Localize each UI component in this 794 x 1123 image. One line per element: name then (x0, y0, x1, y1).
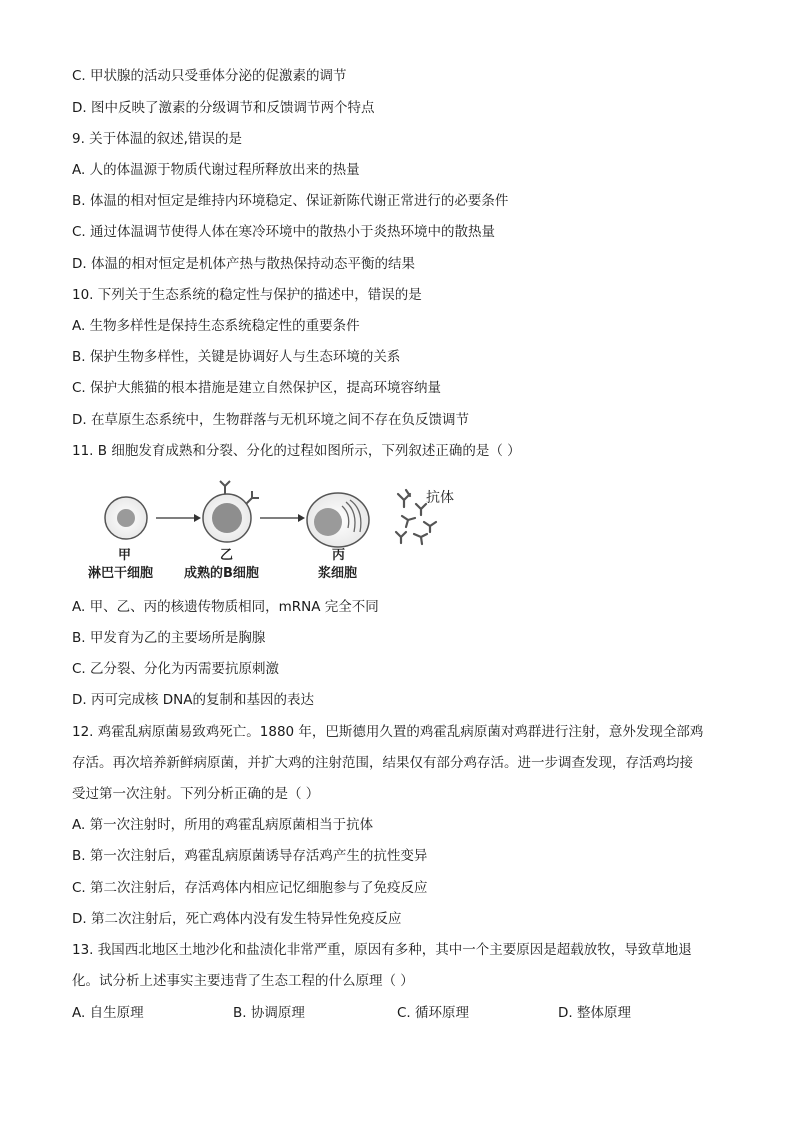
option-8c: C. 甲状腺的活动只受垂体分泌的促激素的调节 (72, 68, 347, 84)
option-13b: B. 协调原理 (233, 1005, 305, 1021)
option-11c: C. 乙分裂、分化为丙需要抗原刺激 (72, 661, 280, 677)
mature-b-cell-nucleus (212, 503, 242, 533)
question-11: 11. B 细胞发育成熟和分裂、分化的过程如图所示，下列叙述正确的是（ ） (72, 443, 521, 459)
option-10a: A. 生物多样性是保持生态系统稳定性的重要条件 (72, 318, 360, 334)
option-13d: D. 整体原理 (558, 1005, 631, 1021)
option-12c: C. 第二次注射后，存活鸡体内相应记忆细胞参与了免疫反应 (72, 880, 428, 896)
question-12-line1: 12. 鸡霍乱病原菌易致鸡死亡。1880 年，巴斯德用久置的鸡霍乱病原菌对鸡群进行注射，意外发现全部鸡 (72, 724, 704, 740)
option-9c: C. 通过体温调节使得人体在寒冷环境中的散热小于炎热环境中的散热量 (72, 224, 496, 240)
lymphoid-stem-cell-nucleus (117, 509, 135, 527)
option-13c: C. 循环原理 (397, 1005, 470, 1021)
option-9b: B. 体温的相对恒定是维持内环境稳定、保证新陈代谢正常进行的必要条件 (72, 193, 509, 209)
option-13a: A. 自生原理 (72, 1005, 144, 1021)
question-12-line3: 受过第一次注射。下列分析正确的是（ ） (72, 786, 320, 802)
arrow-1-head (194, 514, 201, 522)
option-10d: D. 在草原生态系统中，生物群落与无机环境之间不存在负反馈调节 (72, 412, 469, 428)
question-13-options (72, 1003, 732, 1023)
question-10: 10. 下列关于生态系统的稳定性与保护的描述中，错误的是 (72, 287, 422, 303)
option-11a: A. 甲、乙、丙的核遗传物质相同，mRNA 完全不同 (72, 599, 379, 615)
option-10c: C. 保护大熊猫的根本措施是建立自然保护区，提高环境容纳量 (72, 380, 442, 396)
question-13-line2: 化。试分析上述事实主要违背了生态工程的什么原理（ ） (72, 973, 414, 989)
cell1-name: 甲 (118, 548, 132, 563)
option-11d: D. 丙可完成核 DNA的复制和基因的表达 (72, 692, 314, 708)
option-8d: D. 图中反映了激素的分级调节和反馈调节两个特点 (72, 100, 375, 116)
cell1-label: 淋巴干细胞 (88, 566, 154, 581)
option-12d: D. 第二次注射后，死亡鸡体内没有发生特异性免疫反应 (72, 911, 402, 927)
option-9a: A. 人的体温源于物质代谢过程所释放出来的热量 (72, 162, 360, 178)
option-12b: B. 第一次注射后，鸡霍乱病原菌诱导存活鸡产生的抗性变异 (72, 848, 428, 864)
question-9: 9. 关于体温的叙述,错误的是 (72, 131, 242, 147)
option-11b: B. 甲发育为乙的主要场所是胸腺 (72, 630, 266, 646)
cell2-label: 成熟的B细胞 (184, 566, 259, 581)
arrow-2-head (298, 514, 305, 522)
question-12-line2: 存活。再次培养新鲜病原菌，并扩大鸡的注射范围，结果仅有部分鸡存活。进一步调查发现，存活鸡均接 (72, 755, 693, 771)
cell3-name: 丙 (332, 548, 346, 563)
b-cell-diagram (80, 476, 470, 588)
antibody-label: 抗体 (426, 490, 454, 506)
question-13-line1: 13. 我国西北地区土地沙化和盐渍化非常严重，原因有多种，其中一个主要原因是超载放牧，导致草地退 (72, 942, 692, 958)
plasma-cell-nucleus (314, 508, 342, 536)
cell2-name: 乙 (220, 548, 234, 563)
cell3-label: 浆细胞 (318, 566, 358, 581)
option-12a: A. 第一次注射时，所用的鸡霍乱病原菌相当于抗体 (72, 817, 374, 833)
option-10b: B. 保护生物多样性，关键是协调好人与生态环境的关系 (72, 349, 401, 365)
option-9d: D. 体温的相对恒定是机体产热与散热保持动态平衡的结果 (72, 256, 415, 272)
